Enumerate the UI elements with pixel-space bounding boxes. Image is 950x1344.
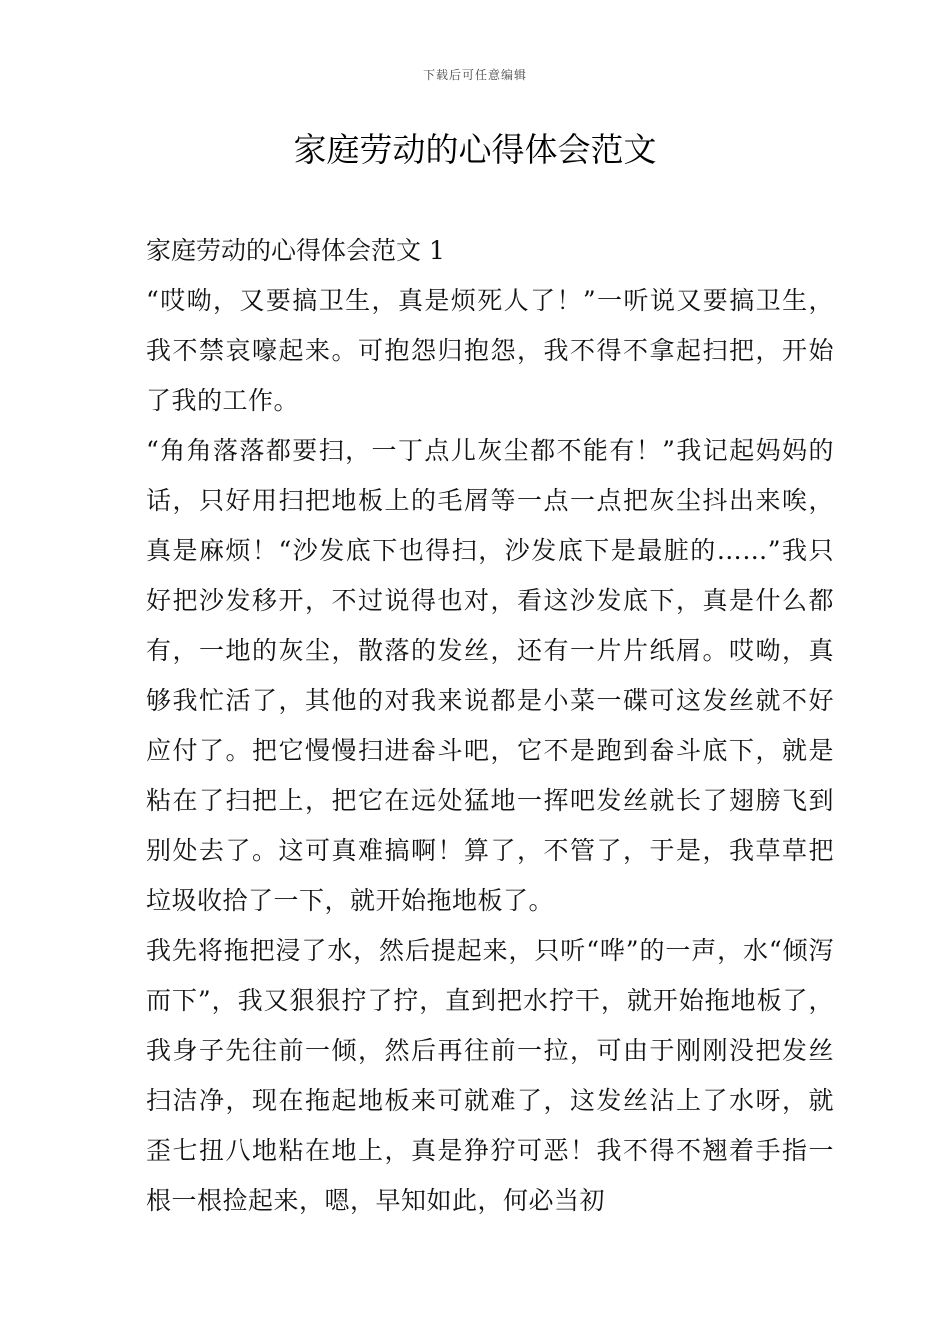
- document-title: 家庭劳动的心得体会范文: [293, 130, 657, 169]
- header-note: 下载后可任意编辑: [422, 68, 527, 82]
- paragraph-3: 我先将拖把浸了水，然后提起来，只听“哗”的一声，水“倾泻而下”，我又狠狠拧了拧，直到把水拧干，就开始拖地板了，我身子先往前一倾，然后再往前一拉，可由于刚刚没把发丝扫洁净，现在拖起地板来可就难了，这发丝沾上了水呀，就歪七扭八地粘在地上，真是狰狞可恶！我不得不翘着手指一根一根捡起来，嗯，早知如此，何必当初: [146, 936, 834, 1215]
- paragraph-2: “角角落落都要扫，一丁点儿灰尘都不能有！”我记起妈妈的话，只好用扫把地板上的毛屑等一点一点把灰尘抖出来唉，真是麻烦！“沙发底下也得扫，沙发底下是最脏的……”我只好把沙发移开，不过说得也对，看这沙发底下，真是什么都有，一地的灰尘，散落的发丝，还有一片片纸屑。哎呦，真够我忙活了，其他的对我来说都是小菜一碟可这发丝就不好应付了。把它慢慢扫进畚斗吧，它不是跑到畚斗底下，就是粘在了扫把上，把它在远处猛地一挥吧发丝就长了翅膀飞到别处去了。这可真难搞啊！算了，不管了，于是，我草草把垃圾收拾了一下，就开始拖地板了。: [146, 436, 834, 915]
- paragraph-1: “哎呦，又要搞卫生，真是烦死人了！”一听说又要搞卫生，我不禁哀嚎起来。可抱怨归抱怨，我不得不拿起扫把，开始了我的工作。: [146, 286, 834, 415]
- section-heading: 家庭劳动的心得体会范文 1: [146, 236, 445, 265]
- document-body: [146, 226, 834, 1226]
